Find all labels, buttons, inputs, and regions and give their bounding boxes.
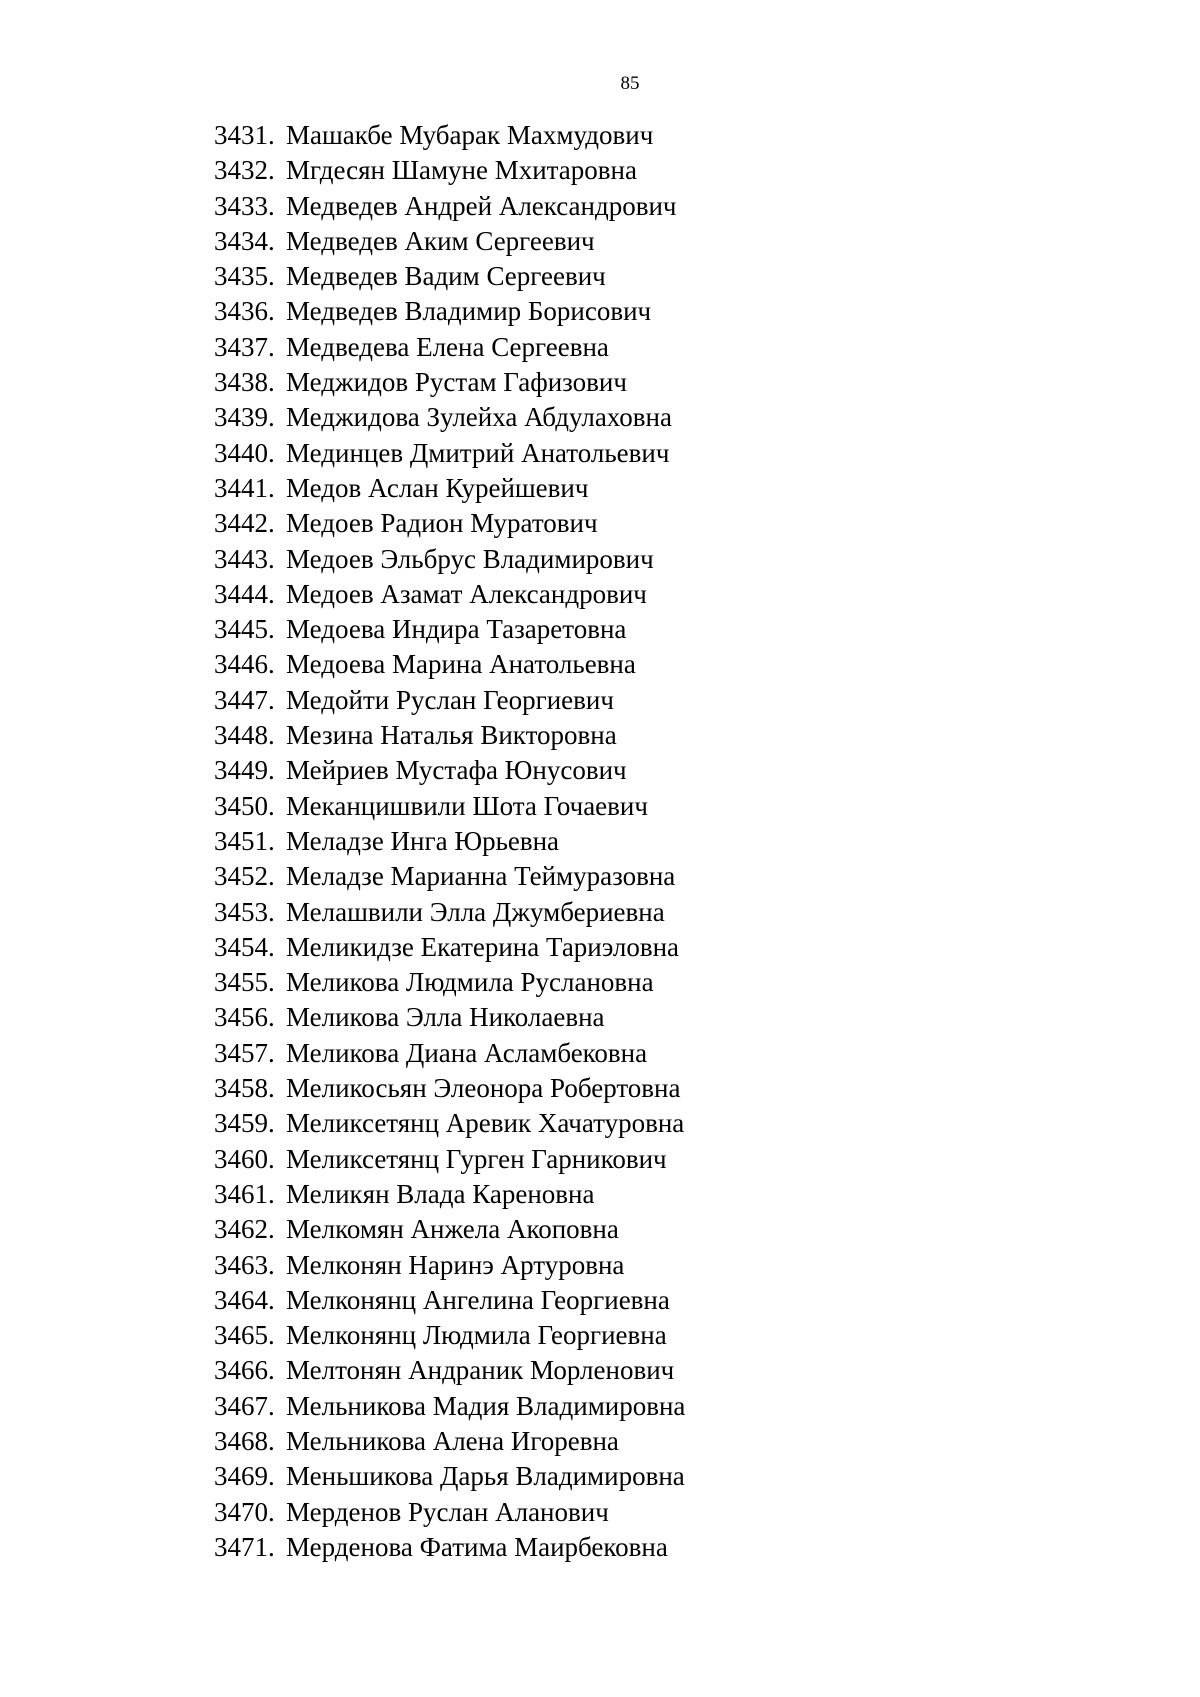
list-item: [214, 506, 685, 541]
list-item-name: Машакбе Мубарак Махмудович: [286, 120, 654, 150]
list-item-name: Мгдесян Шамуне Мхитаровна: [286, 155, 637, 186]
list-item: [214, 1424, 685, 1459]
list-item: [214, 259, 685, 294]
list-item: [214, 895, 685, 930]
list-item-number: 3469.: [214, 1461, 275, 1492]
list-item: [214, 1000, 685, 1035]
list-item: [214, 1071, 685, 1106]
list-item: [214, 118, 685, 153]
list-item-name: Меджидова Зулейха Абдулаховна: [286, 402, 672, 433]
list-item: [214, 1142, 685, 1177]
name-list: [214, 118, 685, 1565]
list-item-name: Мелтонян Андраник Морленович: [286, 1355, 675, 1386]
list-item-number: 3457.: [214, 1037, 275, 1068]
list-item-number: 3435.: [214, 261, 275, 292]
list-item-name: Медведев Аким Сергеевич: [286, 225, 595, 256]
list-item-number: 3440.: [214, 437, 275, 468]
list-item: [214, 577, 685, 612]
list-item: [214, 1036, 685, 1071]
list-item-number: 3454.: [214, 931, 275, 962]
list-item: [214, 753, 685, 788]
list-item-name: Медведев Владимир Борисович: [286, 296, 652, 327]
list-item-number: 3437.: [214, 331, 275, 362]
list-item-number: 3459.: [214, 1108, 275, 1139]
list-item-name: Медведев Андрей Александрович: [286, 190, 677, 221]
list-item: [214, 683, 685, 718]
list-item-name: Медоев Азамат Александрович: [286, 578, 647, 609]
list-item-number: 3470.: [214, 1496, 275, 1527]
list-item-number: 3439.: [214, 402, 275, 433]
list-item: [214, 1177, 685, 1212]
list-item-number: 3458.: [214, 1073, 275, 1104]
page-number: 85: [620, 73, 640, 94]
list-item-name: Мельникова Мадия Владимировна: [286, 1390, 686, 1421]
list-item: [214, 1530, 685, 1565]
list-item-name: Меликова Диана Асламбековна: [286, 1037, 648, 1068]
list-item-number: 3447.: [214, 684, 275, 715]
list-item: [214, 1248, 685, 1283]
list-item: [214, 612, 685, 647]
list-item-name: Медведева Елена Сергеевна: [286, 331, 609, 362]
list-item-name: Мелконянц Людмила Георгиевна: [286, 1320, 667, 1351]
list-item-name: Меликосьян Элеонора Робертовна: [286, 1073, 681, 1104]
list-item-name: Медоева Марина Анатольевна: [286, 649, 636, 680]
list-item-number: 3456.: [214, 1002, 275, 1033]
list-item-name: Меканцишвили Шота Гочаевич: [286, 790, 648, 821]
list-item: [214, 471, 685, 506]
list-item: [214, 1106, 685, 1141]
list-item-name: Мерденова Фатима Маирбековна: [286, 1531, 668, 1562]
list-item-name: Мейриев Мустафа Юнусович: [286, 755, 627, 786]
list-item: [214, 824, 685, 859]
list-item-number: 3468.: [214, 1425, 275, 1456]
list-item-name: Медведев Вадим Сергеевич: [286, 261, 606, 292]
list-item-number: 3433.: [214, 190, 275, 221]
list-item-name: Меладзе Марианна Теймуразовна: [286, 861, 676, 892]
list-item: [214, 436, 685, 471]
list-item-name: Мелконян Наринэ Артуровна: [286, 1249, 625, 1280]
list-item: [214, 718, 685, 753]
list-item-name: Мезина Наталья Викторовна: [286, 720, 617, 751]
list-item: [214, 330, 685, 365]
list-item-name: Мелкомян Анжела Акоповна: [286, 1214, 619, 1245]
list-item-name: Медов Аслан Курейшевич: [286, 472, 589, 503]
list-item-number: 3460.: [214, 1143, 275, 1174]
list-item-name: Мелконянц Ангелина Георгиевна: [286, 1284, 670, 1315]
list-item: [214, 647, 685, 682]
list-item-number: 3451.: [214, 825, 275, 856]
list-item: [214, 1318, 685, 1353]
list-item-number: 3466.: [214, 1355, 275, 1386]
list-item-number: 3450.: [214, 790, 275, 821]
list-item-name: Мелашвили Элла Джумбериевна: [286, 896, 665, 927]
list-item-name: Меджидов Рустам Гафизович: [286, 367, 627, 398]
list-item-number: 3465.: [214, 1320, 275, 1351]
list-item-number: 3444.: [214, 578, 275, 609]
list-item-name: Медойти Руслан Георгиевич: [286, 684, 614, 715]
list-item: [214, 1283, 685, 1318]
list-item-number: 3464.: [214, 1284, 275, 1315]
list-item-number: 3461.: [214, 1178, 275, 1209]
list-item-number: 3467.: [214, 1390, 275, 1421]
list-item-number: 3432.: [214, 155, 275, 186]
list-item-name: Меликян Влада Кареновна: [286, 1178, 595, 1209]
list-item: [214, 1459, 685, 1494]
list-item: [214, 1353, 685, 1388]
list-item-number: 3441.: [214, 472, 275, 503]
list-item-number: 3453.: [214, 896, 275, 927]
list-item: [214, 1389, 685, 1424]
list-item-number: 3442.: [214, 508, 275, 539]
list-item-number: 3449.: [214, 755, 275, 786]
list-item: [214, 930, 685, 965]
list-item-name: Меликова Элла Николаевна: [286, 1002, 605, 1033]
list-item-number: 3434.: [214, 225, 275, 256]
list-item-name: Меликова Людмила Руслановна: [286, 967, 654, 998]
list-item: [214, 789, 685, 824]
list-item-number: 3445.: [214, 614, 275, 645]
list-item: [214, 189, 685, 224]
list-item-number: 3431.: [214, 120, 275, 150]
list-item-number: 3463.: [214, 1249, 275, 1280]
list-item: [214, 294, 685, 329]
list-item-name: Меликидзе Екатерина Тариэловна: [286, 931, 680, 962]
list-item: [214, 224, 685, 259]
list-item-name: Медоев Эльбрус Владимирович: [286, 543, 654, 574]
list-item-number: 3438.: [214, 367, 275, 398]
list-item-name: Мерденов Руслан Аланович: [286, 1496, 609, 1527]
list-item: [214, 365, 685, 400]
list-item-name: Медоева Индира Тазаретовна: [286, 614, 627, 645]
list-item-number: 3436.: [214, 296, 275, 327]
list-item-name: Меликсетянц Аревик Хачатуровна: [286, 1108, 685, 1139]
list-item-name: Меладзе Инга Юрьевна: [286, 825, 560, 856]
list-item-name: Медоев Радион Муратович: [286, 508, 598, 539]
list-item-number: 3462.: [214, 1214, 275, 1245]
list-item-number: 3455.: [214, 967, 275, 998]
list-item-number: 3471.: [214, 1531, 275, 1562]
list-item-number: 3448.: [214, 720, 275, 751]
list-item: [214, 859, 685, 894]
list-item-number: 3443.: [214, 543, 275, 574]
list-item: [214, 1495, 685, 1530]
list-item-name: Мельникова Алена Игоревна: [286, 1425, 619, 1456]
list-item: [214, 1212, 685, 1247]
list-item: [214, 400, 685, 435]
list-item: [214, 153, 685, 188]
list-item-name: Мединцев Дмитрий Анатольевич: [286, 437, 670, 468]
list-item-name: Меликсетянц Гурген Гарникович: [286, 1143, 667, 1174]
list-item: [214, 965, 685, 1000]
list-item-number: 3452.: [214, 861, 275, 892]
list-item-name: Меньшикова Дарья Владимировна: [286, 1461, 685, 1492]
list-item: [214, 542, 685, 577]
list-item-number: 3446.: [214, 649, 275, 680]
